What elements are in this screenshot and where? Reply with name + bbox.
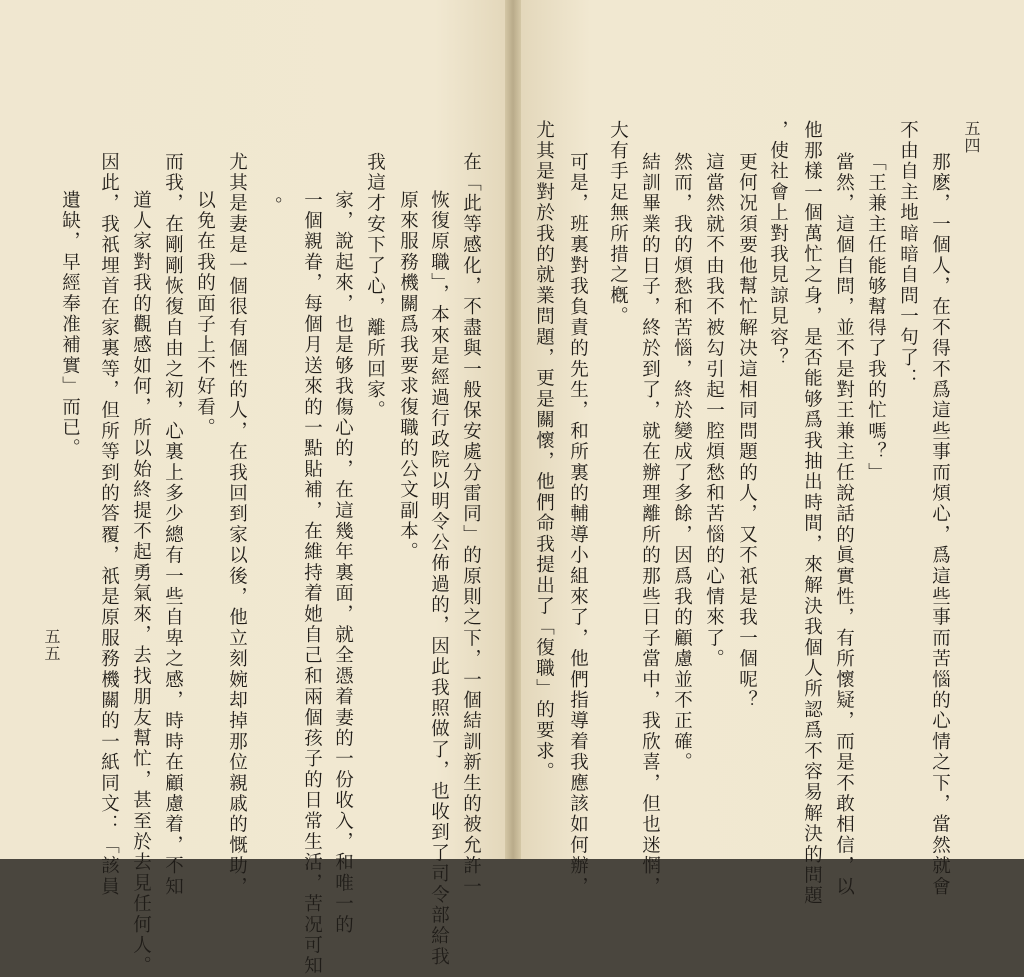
right-page bbox=[514, 0, 1024, 907]
text-column: 。 bbox=[261, 196, 283, 217]
text-column: 「王兼主任能够幫得了我的忙嗎？」 bbox=[865, 152, 887, 484]
text-column: 我這才安下了心，離所回家。 bbox=[364, 152, 386, 422]
text-column: 尤其是妻是一個很有個性的人，在我回到家以後，他立刻婉却掉那位親戚的慨助， bbox=[226, 152, 248, 898]
text-column: 不由自主地暗暗自問一句了： bbox=[897, 120, 919, 390]
text-column: 恢復原職」，本來是經過行政院以明令公佈過的，因此我照做了，也收到了司令部給我 bbox=[428, 190, 450, 968]
text-column: 結訓畢業的日子，終於到了，就在辦理離所的那些日子當中，我欣喜，但也迷惘， bbox=[639, 152, 661, 898]
text-column: 大有手足無所措之槪。 bbox=[607, 120, 629, 327]
text-column: 道人家對我的觀感如何，所以始終提不起勇氣來，去找朋友幫忙，甚至於去見任何人。 bbox=[130, 190, 152, 977]
text-column: 那麽，一個人，在不得不爲這些事而煩心，爲這些事而苦惱的心情之下，當然就會 bbox=[929, 152, 951, 898]
text-column: 他那樣一個萬忙之身，是否能够爲我抽出時間，來解決我個人所認爲不容易解決的問題 bbox=[801, 120, 823, 907]
text-column: 家，說起來，也是够我傷心的，在這幾年裏面，就全憑着妻的一份收入，和唯一的 bbox=[332, 190, 354, 936]
text-column: 當然，這個自問，並不是對王兼主任說話的眞實性，有所懷疑，而是不敢相信，以 bbox=[833, 152, 855, 898]
text-column: 而我，在剛剛恢復自由之初，心裏上多少總有一些自卑之感，時時在顧慮着，不知 bbox=[162, 152, 184, 898]
text-column: 遺缺，早經奉准補實」而已。 bbox=[59, 190, 81, 460]
text-column: 這當然就不由我不被勾引起一腔煩愁和苦惱的心情來了。 bbox=[703, 152, 725, 670]
text-column: ，使社會上對我見諒見容？ bbox=[767, 120, 789, 369]
text-column: 更何况須要他幫忙解决這相同問題的人，又不祇是我一個呢？ bbox=[736, 152, 758, 711]
text-column: 因此，我祇埋首在家裏等，但所等到的答覆，祇是原服務機關的一紙同文：「該員 bbox=[98, 152, 120, 898]
text-column: 原來服務機關爲我要求復職的公文副本。 bbox=[397, 190, 419, 563]
text-column: 一個親眷，每個月送來的一點貼補，在維持着她自己和兩個孩子的日常生活，苦况可知 bbox=[301, 190, 323, 977]
text-column: 在「此等感化，不盡與一般保安處分雷同」的原則之下，一個結訓新生的被允許一 bbox=[460, 152, 482, 898]
text-column: 然而，我的煩愁和苦惱，終於變成了多餘，因爲我的顧慮並不正確。 bbox=[671, 152, 693, 773]
page-number: 五四 bbox=[962, 120, 981, 154]
page-number: 五五 bbox=[42, 628, 61, 662]
text-column: 可是，班裏對我負責的先生，和所裏的輔導小組來了，他們指導着我應該如何辦， bbox=[567, 152, 589, 898]
book-gutter bbox=[505, 0, 521, 859]
text-column: 以免在我的面子上不好看。 bbox=[194, 190, 216, 439]
text-column: 尤其是對於我的就業問題，更是關懷，他們命我提出了「復職」的要求。 bbox=[533, 120, 555, 783]
